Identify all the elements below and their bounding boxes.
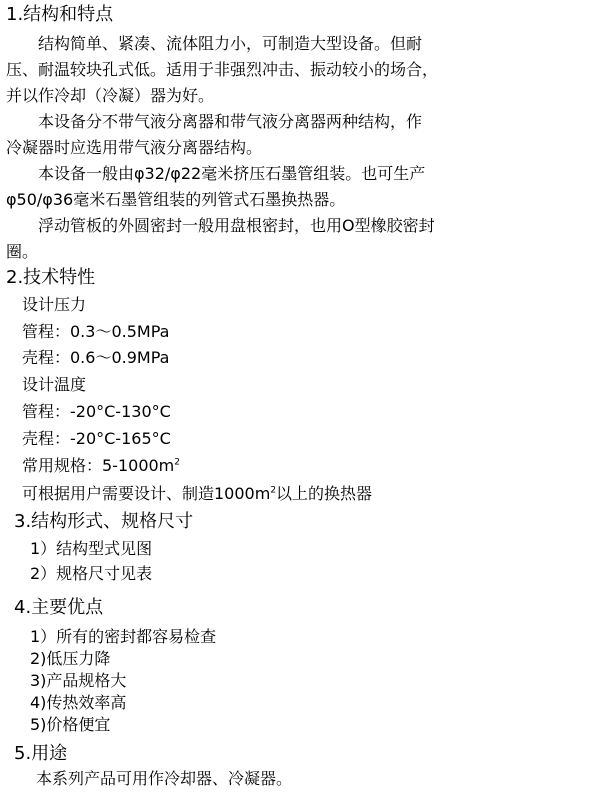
custom-note-a: 可根据用户需要设计、制造1000m: [22, 484, 271, 503]
shell-pressure: 壳程：0.6～0.9MPa: [22, 348, 170, 367]
shell-temp: 壳程：-20°C-165°C: [22, 429, 171, 448]
section-1-line-1: 结构简单、紧凑、流体阻力小，可制造大型设备。但耐: [38, 34, 423, 53]
section-5-heading: 5.用途: [14, 743, 68, 764]
common-spec: [22, 458, 180, 474]
common-spec-text: 常用规格：5-1000m: [22, 456, 175, 475]
section-1-line-5: 冷凝器时应选用带气液分离器结构。: [6, 138, 263, 157]
section-4-item-5: 5)价格便宜: [30, 715, 111, 734]
tube-pressure: 管程：0.3～0.5MPa: [22, 322, 170, 341]
section-1-line-7: φ50/φ36毫米石墨管组装的列管式石墨换热器。: [6, 190, 346, 209]
superscript-2: 2: [174, 457, 180, 468]
section-1-line-9: 圈。: [6, 242, 39, 261]
section-1-line-8: 浮动管板的外圆密封一般用盘根密封，也用O型橡胶密封: [38, 216, 435, 235]
section-3-heading: 3.结构形式、规格尺寸: [14, 511, 194, 532]
section-4-item-1: 1）所有的密封都容易检查: [30, 627, 217, 646]
section-1-line-2: 压、耐温较块孔式低。适用于非强烈冲击、振动较小的场合，: [6, 60, 439, 79]
tube-temp: 管程：-20°C-130°C: [22, 402, 171, 421]
section-4-heading: 4.主要优点: [14, 597, 104, 618]
custom-note: [22, 486, 372, 502]
section-4-item-3: 3)产品规格大: [30, 671, 127, 690]
design-pressure-label: 设计压力: [22, 295, 87, 314]
section-4-item-4: 4)传热效率高: [30, 693, 127, 712]
section-3-item-1: 1）结构型式见图: [30, 539, 153, 558]
custom-note-b: 以上的换热器: [276, 484, 373, 503]
superscript-2: 2: [270, 485, 277, 496]
section-1-heading: 1.结构和特点: [6, 4, 114, 25]
section-5-text: 本系列产品可用作冷却器、冷凝器。: [36, 769, 293, 788]
section-4-item-2: 2)低压力降: [30, 649, 111, 668]
design-temp-label: 设计温度: [22, 375, 87, 394]
section-2-heading: 2.技术特性: [6, 267, 96, 288]
section-1-line-4: 本设备分不带气液分离器和带气液分离器两种结构，作: [38, 112, 423, 131]
section-1-line-6: 本设备一般由φ32/φ22毫米挤压石墨管组装。也可生产: [38, 164, 426, 183]
section-1-line-3: 并以作冷却（冷凝）器为好。: [6, 86, 215, 105]
section-3-item-2: 2）规格尺寸见表: [30, 564, 153, 583]
